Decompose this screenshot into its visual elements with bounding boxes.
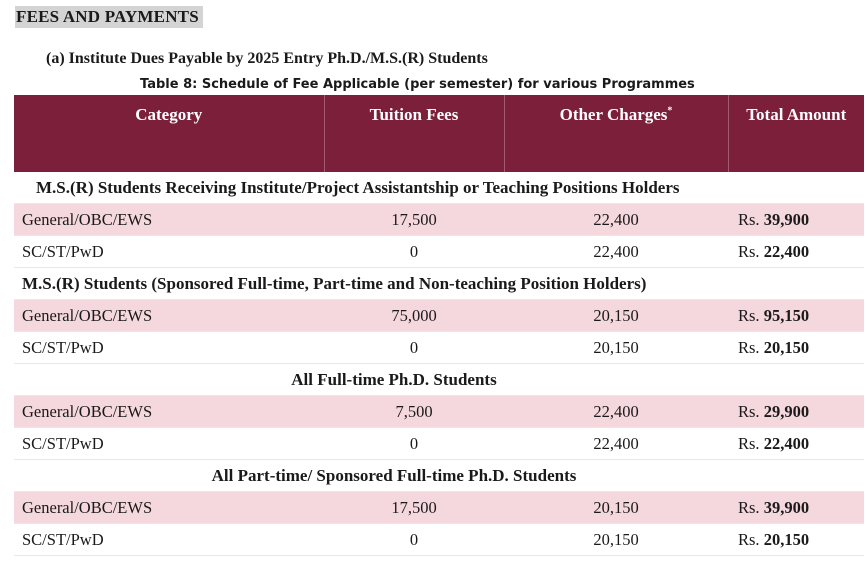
cell-total bbox=[728, 428, 864, 460]
cell-total bbox=[728, 524, 864, 556]
total-prefix: Rs. bbox=[738, 401, 760, 421]
cell-category: SC/ST/PwD bbox=[14, 332, 324, 364]
cell-other: 20,150 bbox=[504, 332, 728, 364]
total-prefix: Rs. bbox=[738, 433, 760, 453]
group-title: All Full-time Ph.D. Students bbox=[14, 364, 864, 396]
group-row bbox=[14, 172, 864, 204]
table-caption: Table 8: Schedule of Fee Applicable (per semester) for various Programmes bbox=[140, 77, 695, 92]
cell-total bbox=[728, 492, 864, 524]
table-row bbox=[14, 396, 864, 428]
group-row bbox=[14, 268, 864, 300]
cell-category: SC/ST/PwD bbox=[14, 428, 324, 460]
total-prefix: Rs. bbox=[738, 305, 760, 325]
cell-category: General/OBC/EWS bbox=[14, 492, 324, 524]
cell-tuition: 0 bbox=[324, 524, 504, 556]
total-prefix: Rs. bbox=[738, 209, 760, 229]
total-value: 39,900 bbox=[763, 497, 810, 517]
cell-other: 22,400 bbox=[504, 204, 728, 236]
fee-table bbox=[14, 95, 864, 556]
cell-category: General/OBC/EWS bbox=[14, 300, 324, 332]
group-row bbox=[14, 364, 864, 396]
table-row bbox=[14, 204, 864, 236]
cell-tuition: 17,500 bbox=[324, 492, 504, 524]
header-other-label: Other Charges bbox=[559, 105, 668, 124]
cell-category: General/OBC/EWS bbox=[14, 396, 324, 428]
group-row bbox=[14, 460, 864, 492]
cell-other: 22,400 bbox=[504, 428, 728, 460]
cell-total bbox=[728, 204, 864, 236]
total-value: 22,400 bbox=[763, 241, 810, 261]
cell-other: 22,400 bbox=[504, 396, 728, 428]
header-tuition: Tuition Fees bbox=[324, 95, 504, 172]
cell-other: 22,400 bbox=[504, 236, 728, 268]
cell-tuition: 0 bbox=[324, 236, 504, 268]
total-value: 20,150 bbox=[763, 337, 810, 357]
cell-category: SC/ST/PwD bbox=[14, 524, 324, 556]
cell-category: General/OBC/EWS bbox=[14, 204, 324, 236]
header-other-mark: * bbox=[667, 105, 673, 117]
cell-tuition: 75,000 bbox=[324, 300, 504, 332]
group-title: M.S.(R) Students Receiving Institute/Project Assistantship or Teaching Positions Holders bbox=[14, 172, 864, 204]
group-title: All Part-time/ Sponsored Full-time Ph.D. Students bbox=[14, 460, 864, 492]
table-row bbox=[14, 524, 864, 556]
table-row bbox=[14, 428, 864, 460]
section-heading: FEES AND PAYMENTS bbox=[15, 6, 203, 28]
cell-other: 20,150 bbox=[504, 524, 728, 556]
cell-tuition: 0 bbox=[324, 428, 504, 460]
total-prefix: Rs. bbox=[738, 337, 760, 357]
cell-other: 20,150 bbox=[504, 492, 728, 524]
total-value: 39,900 bbox=[763, 209, 810, 229]
cell-tuition: 17,500 bbox=[324, 204, 504, 236]
cell-tuition: 0 bbox=[324, 332, 504, 364]
header-row bbox=[14, 95, 864, 172]
header-other bbox=[504, 95, 728, 172]
cell-other: 20,150 bbox=[504, 300, 728, 332]
cell-total bbox=[728, 332, 864, 364]
total-prefix: Rs. bbox=[738, 529, 760, 549]
total-prefix: Rs. bbox=[738, 241, 760, 261]
table-row bbox=[14, 236, 864, 268]
cell-total bbox=[728, 300, 864, 332]
total-value: 20,150 bbox=[763, 529, 810, 549]
cell-total bbox=[728, 236, 864, 268]
group-title: M.S.(R) Students (Sponsored Full-time, Part-time and Non-teaching Position Holders) bbox=[14, 268, 864, 300]
total-value: 95,150 bbox=[763, 305, 810, 325]
table-row bbox=[14, 492, 864, 524]
cell-total bbox=[728, 396, 864, 428]
table-row bbox=[14, 332, 864, 364]
total-prefix: Rs. bbox=[738, 497, 760, 517]
subheading: (a) Institute Dues Payable by 2025 Entry Ph.D./M.S.(R) Students bbox=[46, 50, 488, 67]
header-category: Category bbox=[14, 95, 324, 172]
total-value: 22,400 bbox=[763, 433, 810, 453]
cell-category: SC/ST/PwD bbox=[14, 236, 324, 268]
total-value: 29,900 bbox=[763, 401, 810, 421]
table-row bbox=[14, 300, 864, 332]
header-total: Total Amount bbox=[728, 95, 864, 172]
cell-tuition: 7,500 bbox=[324, 396, 504, 428]
